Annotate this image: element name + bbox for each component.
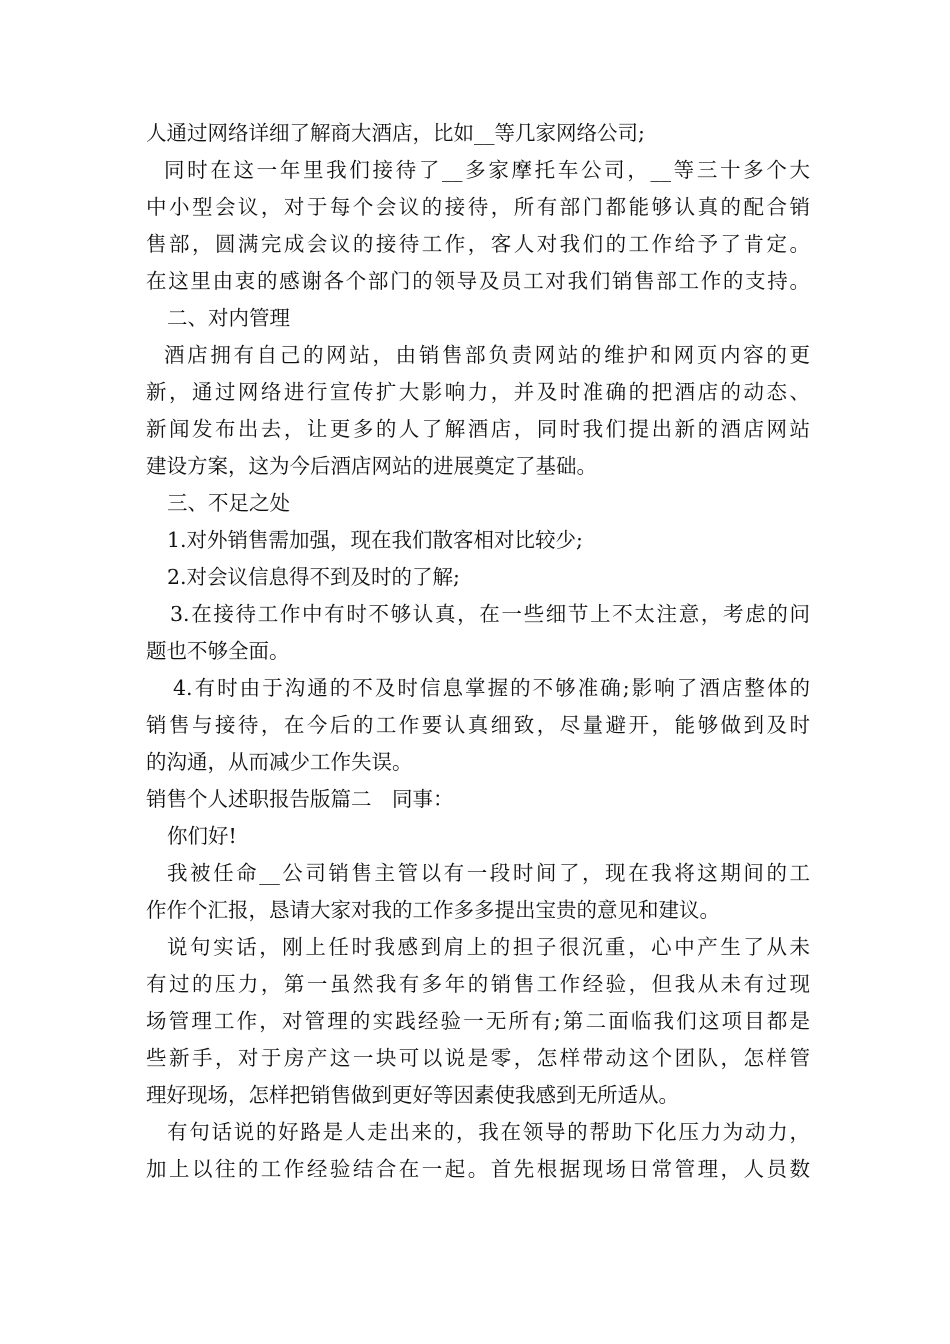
- section-heading: 三、不足之处: [167, 491, 290, 515]
- list-item: 1.对外销售需加强，现在我们散客相对比较少;: [167, 528, 583, 552]
- paragraph-line: 加上以往的工作经验结合在一起。首先根据现场日常管理，人员数: [146, 1157, 810, 1181]
- section-heading: 二、对内管理: [167, 306, 290, 330]
- paragraph-line: 说句实话，刚上任时我感到肩上的担子很沉重，心中产生了从未: [167, 935, 810, 959]
- paragraph-line: 中小型会议，对于每个会议的接待，所有部门都能够认真的配合销: [146, 195, 810, 219]
- document-body: [146, 115, 810, 1188]
- paragraph-line: 理好现场，怎样把销售做到更好等因素使我感到无所适从。: [146, 1083, 679, 1107]
- paragraph-line: 新，通过网络进行宣传扩大影响力，并及时准确的把酒店的动态、: [146, 380, 810, 404]
- paragraph-line: 些新手，对于房产这一块可以说是零，怎样带动这个团队，怎样管: [146, 1046, 810, 1070]
- list-item: 2.对会议信息得不到及时的了解;: [167, 565, 460, 589]
- paragraph-line: 售部，圆满完成会议的接待工作，客人对我们的工作给予了肯定。: [146, 232, 810, 256]
- list-item: 3.在接待工作中有时不够认真，在一些细节上不太注意，考虑的问: [170, 602, 810, 626]
- paragraph-line: 人通过网络详细了解商大酒店，比如__等几家网络公司;: [146, 121, 645, 145]
- list-item: 4.有时由于沟通的不及时信息掌握的不够准确;影响了酒店整体的: [173, 676, 810, 700]
- paragraph-line: 有句话说的好路是人走出来的，我在领导的帮助下化压力为动力，: [167, 1120, 810, 1144]
- paragraph-line: 酒店拥有自己的网站，由销售部负责网站的维护和网页内容的更: [164, 343, 810, 367]
- greeting: 你们好!: [167, 824, 237, 848]
- list-item-continuation: 的沟通，从而减少工作失误。: [146, 750, 413, 774]
- paragraph-line: 场管理工作，对管理的实践经验一无所有;第二面临我们这项目都是: [146, 1009, 810, 1033]
- article-title: 销售个人述职报告版篇二 同事：: [146, 787, 454, 811]
- list-item-continuation: 销售与接待，在今后的工作要认真细致，尽量避开，能够做到及时: [146, 713, 810, 737]
- paragraph-line: 作作个汇报，恳请大家对我的工作多多提出宝贵的意见和建议。: [146, 898, 720, 922]
- paragraph-line: 同时在这一年里我们接待了__多家摩托车公司，__等三十多个大: [164, 158, 810, 182]
- paragraph-line: 有过的压力，第一虽然我有多年的销售工作经验，但我从未有过现: [146, 972, 810, 996]
- paragraph-line: 我被任命__公司销售主管以有一段时间了，现在我将这期间的工: [167, 861, 810, 885]
- paragraph-line: 新闻发布出去，让更多的人了解酒店，同时我们提出新的酒店网站: [146, 417, 810, 441]
- paragraph-line: 在这里由衷的感谢各个部门的领导及员工对我们销售部工作的支持。: [146, 269, 810, 293]
- paragraph-line: 建设方案，这为今后酒店网站的进展奠定了基础。: [146, 454, 597, 478]
- list-item-continuation: 题也不够全面。: [146, 639, 290, 663]
